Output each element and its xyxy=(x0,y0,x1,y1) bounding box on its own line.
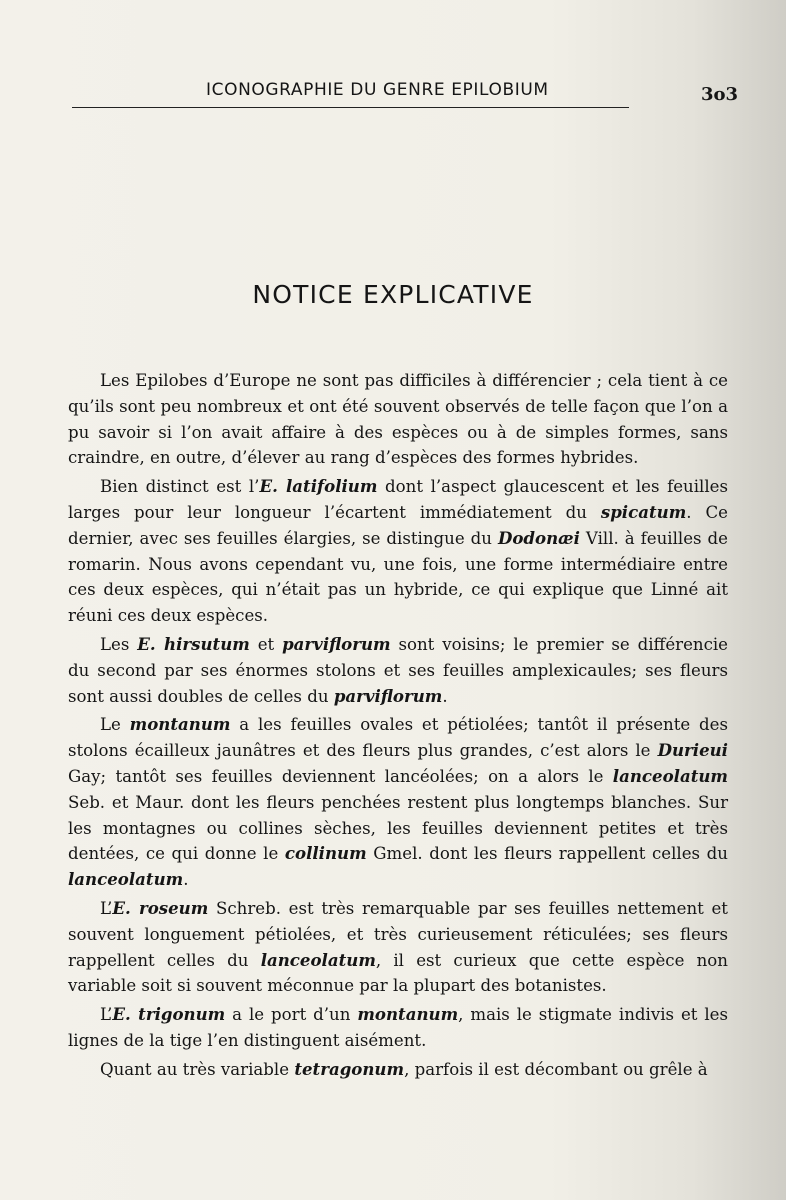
italic-taxon-name: E. hirsutum xyxy=(137,633,250,654)
section-title: NOTICE EXPLICATIVE xyxy=(252,280,534,309)
text-segment: L’ xyxy=(100,898,113,918)
header-rule xyxy=(72,107,629,108)
running-head xyxy=(72,80,738,106)
italic-taxon-name: tetragonum xyxy=(294,1058,405,1079)
text-segment: Bien distinct est l’ xyxy=(100,477,260,497)
italic-taxon-name: lanceolatum xyxy=(612,765,728,786)
text-segment: Gay; tantôt ses feuilles deviennent lancéolées; on a alors le xyxy=(68,766,613,786)
italic-taxon-name: E. trigonum xyxy=(112,1004,226,1025)
running-title: ICONOGRAPHIE DU GENRE EPILOBIUM xyxy=(206,80,549,100)
italic-taxon-name: Dodonæi xyxy=(497,527,580,548)
text-segment: , parfois il est décombant ou grêle à xyxy=(404,1059,708,1079)
paragraph xyxy=(68,632,728,709)
italic-taxon-name: lanceolatum xyxy=(68,869,184,890)
text-segment: dont l’aspect glaucescent et les feuilles larges pour leur longueur l’écartent immédiatement du xyxy=(68,477,728,522)
paragraph xyxy=(68,474,728,629)
text-segment: sont voisins; le premier se différencie du second par ses énormes stolons et ses feuilles amplexicaules; ses fleurs sont aussi doubles de celles du xyxy=(68,634,729,706)
paragraph xyxy=(68,896,728,999)
text-segment: Seb. et Maur. dont les fleurs penchées restent plus longtemps blanches. Sur les montagnes ou collines sèches, les feuilles deviennent petites et très dentées, ce qui donne le xyxy=(68,792,728,864)
text-segment: Quant au très variable xyxy=(100,1059,295,1079)
text-segment: Schreb. est très remarquable par ses feuilles nettement et souvent longuement pétiolées, et très curieusement réticulées; ses fleurs rappellent celles du xyxy=(68,898,728,970)
text-segment: et xyxy=(249,634,283,654)
italic-taxon-name: montanum xyxy=(129,714,231,735)
text-segment: Les xyxy=(100,634,138,654)
text-segment: . xyxy=(442,686,448,706)
body-text xyxy=(68,368,728,1083)
text-segment: . xyxy=(183,870,189,890)
italic-taxon-name: E. roseum xyxy=(112,897,209,918)
text-segment: , il est curieux que cette espèce non variable soit si souvent méconnue par la plupart des botanistes. xyxy=(68,950,728,996)
text-segment: Vill. à feuilles de romarin. Nous avons cependant vu, une fois, une forme intermédiaire entre ces deux espèces, qui n’était pas un hybride, ce qui explique que Linné ait réuni ces deux espèces. xyxy=(68,528,728,626)
paragraph xyxy=(68,712,728,893)
text-segment: Les Epilobes d’Europe ne sont pas difficiles à différencier ; cela tient à ce qu’ils sont peu nombreux et ont été souvent observés de telle façon que l’on a pu savoir si l’on avait affaire à des espèces ou à de simples formes, sans craindre, en outre, d’élever au rang d’espèces des formes hybrides. xyxy=(68,371,728,468)
paragraph xyxy=(68,368,728,471)
italic-taxon-name: E. latifolium xyxy=(259,476,378,497)
italic-taxon-name: spicatum xyxy=(600,501,687,522)
text-segment: Le xyxy=(100,715,130,735)
text-segment: a les feuilles ovales et pétiolées; tantôt il présente des stolons écailleux jaunâtres et des fleurs plus grandes, c’est alors le xyxy=(68,715,728,761)
italic-taxon-name: montanum xyxy=(357,1004,459,1025)
paragraph xyxy=(68,1002,728,1054)
text-segment: . Ce dernier, avec ses feuilles élargies, se distingue du xyxy=(68,502,728,548)
italic-taxon-name: parviflorum xyxy=(282,633,391,654)
text-segment: L’ xyxy=(100,1005,113,1025)
text-segment: , mais le stigmate indivis et les lignes de la tige l’en distinguent aisément. xyxy=(68,1005,728,1050)
italic-taxon-name: lanceolatum xyxy=(260,949,376,970)
text-segment: Gmel. dont les fleurs rappellent celles du xyxy=(366,844,728,864)
italic-taxon-name: parviflorum xyxy=(333,685,443,706)
page-number: 3o3 xyxy=(700,84,738,105)
text-segment: a le port d’un xyxy=(225,1005,358,1025)
italic-taxon-name: Durieui xyxy=(657,740,728,761)
italic-taxon-name: collinum xyxy=(284,843,367,864)
paragraph xyxy=(68,1057,728,1083)
